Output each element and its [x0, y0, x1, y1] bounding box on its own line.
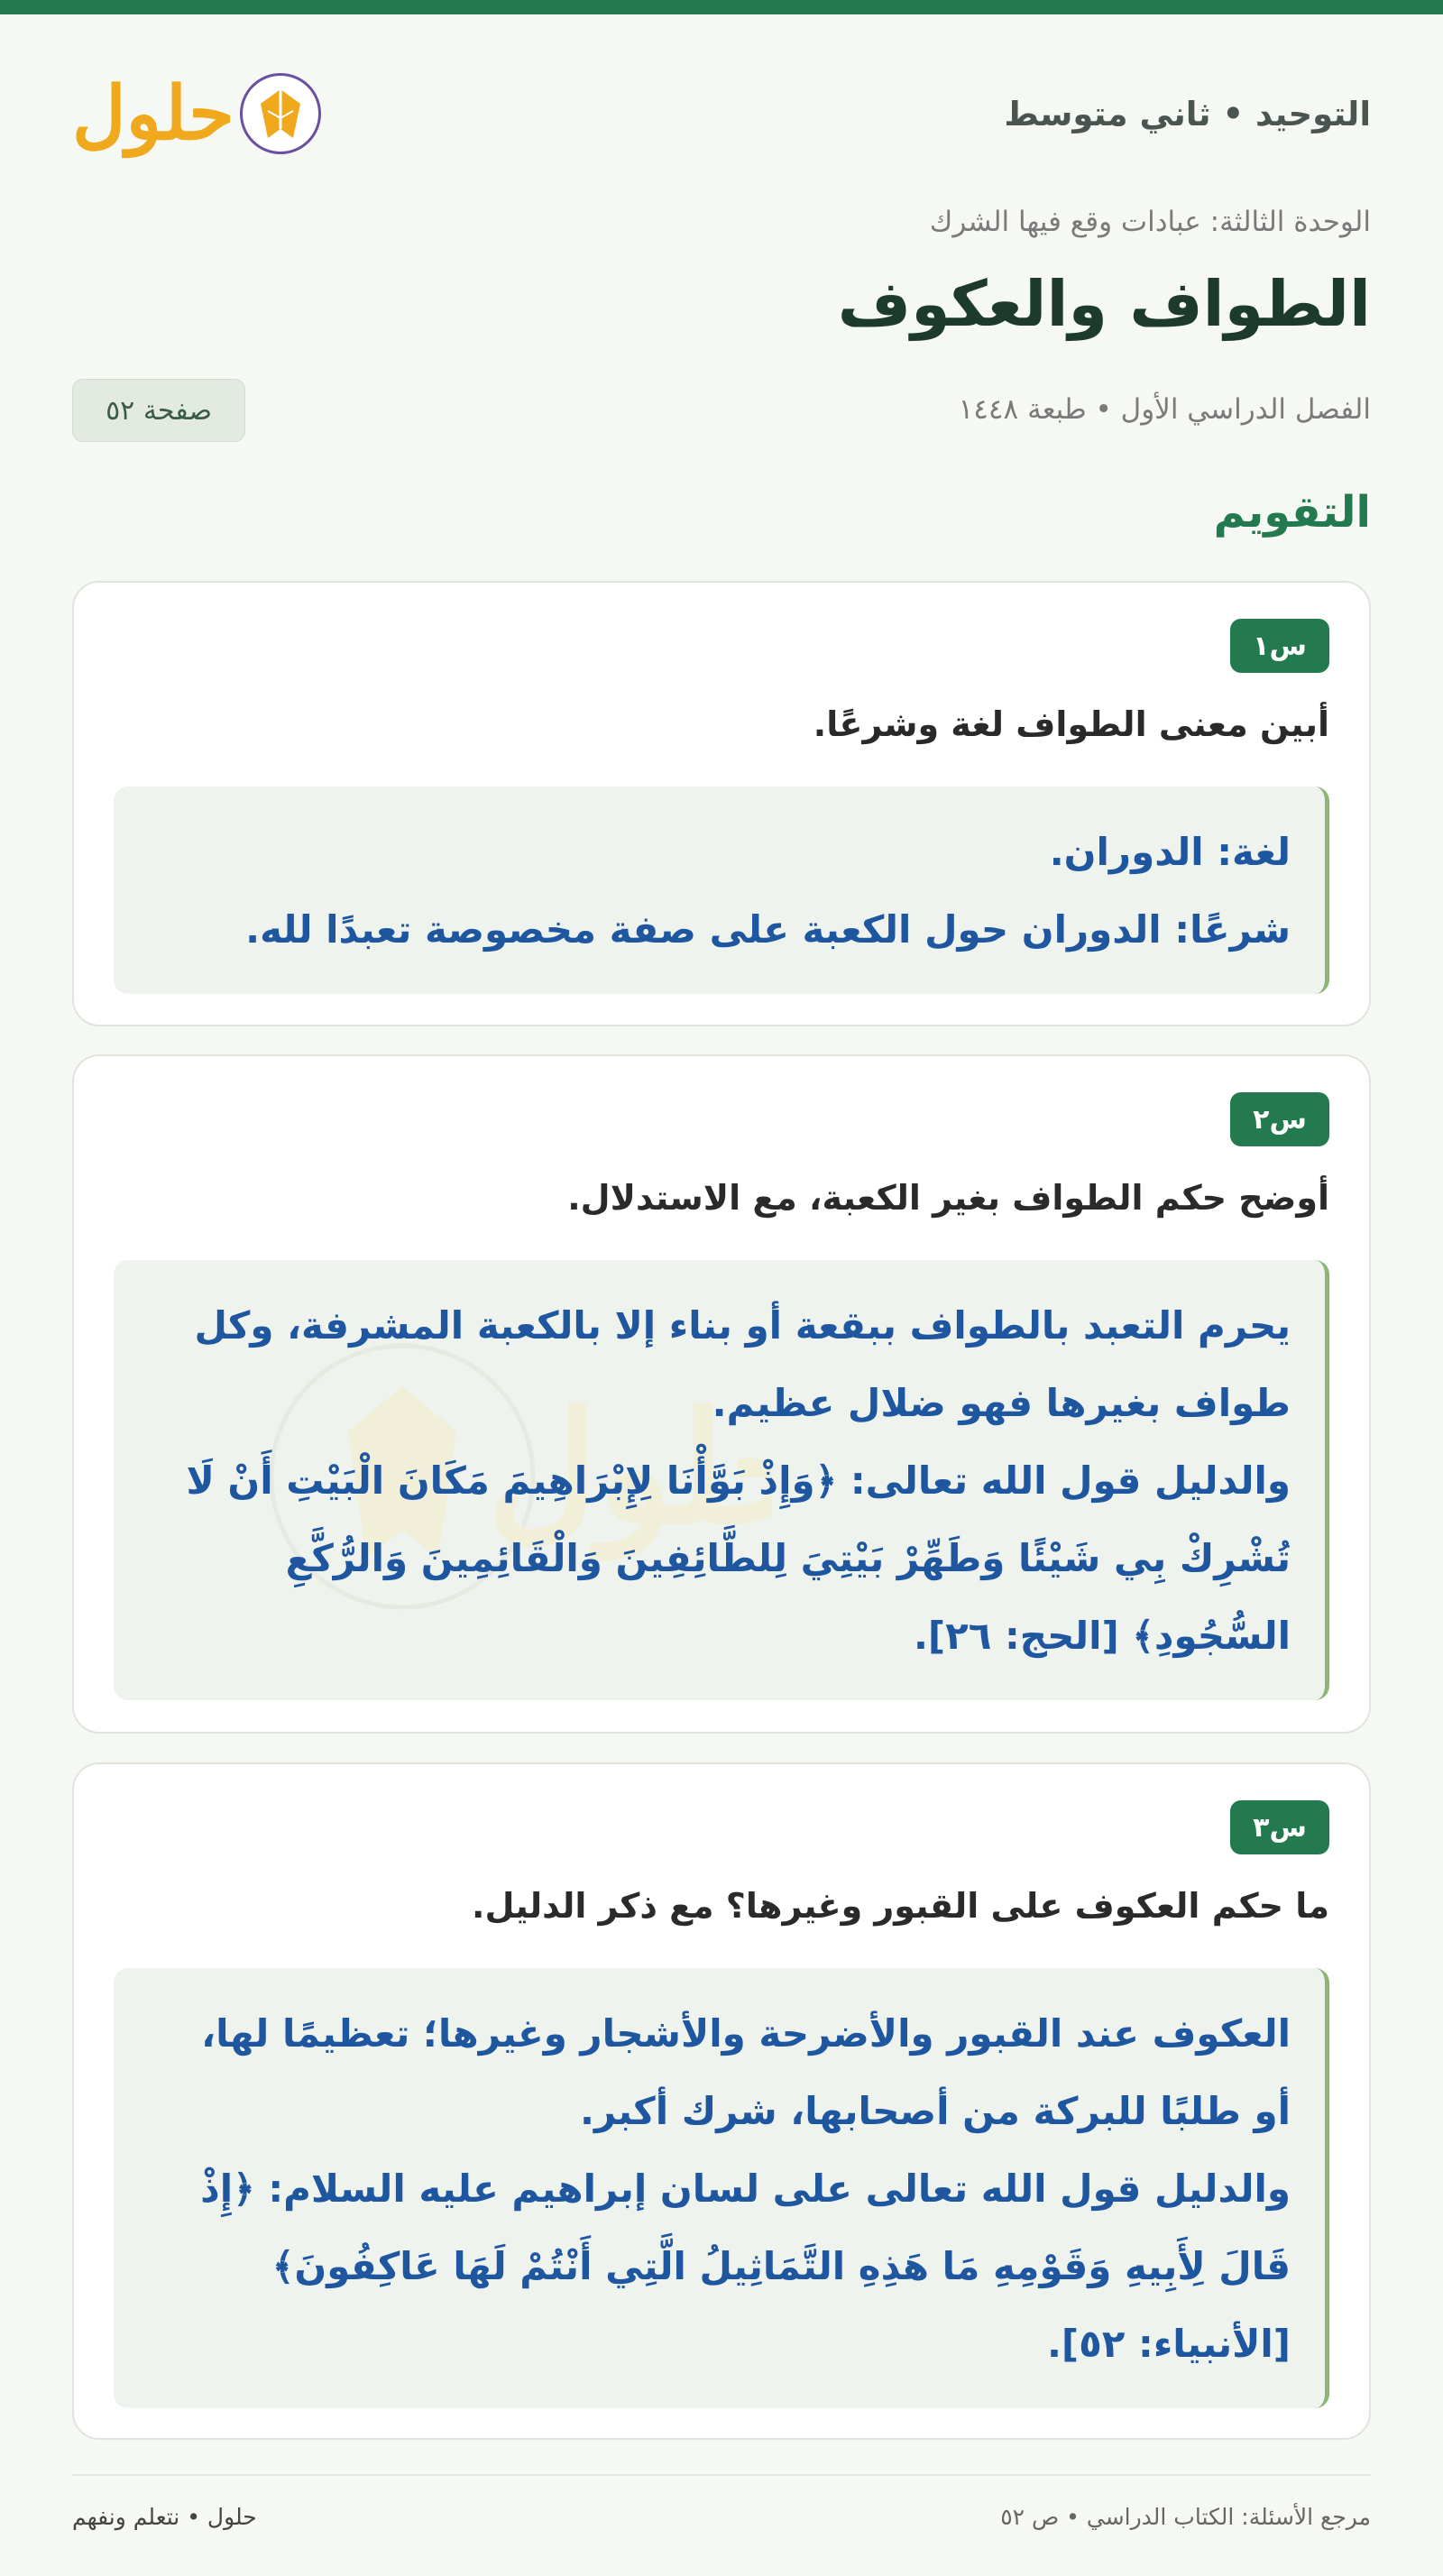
answer-box [114, 1968, 1329, 2408]
answer-line: قَالَ لِأَبِيهِ وَقَوْمِهِ مَا هَذِهِ التَّمَاثِيلُ الَّتِي أَنْتُمْ لَهَا عَاكِفُونَ﴾ [271, 2244, 1291, 2288]
answer-line: لغة: الدوران. [1049, 830, 1291, 874]
question-text: أبين معنى الطواف لغة وشرعًا. [813, 704, 1329, 744]
answer-line: السُّجُودِ﴾ [الحج: ٢٦]. [913, 1614, 1291, 1658]
answer-line: والدليل قول الله تعالى: ﴿وَإِذْ بَوَّأْنَا لِإِبْرَاهِيمَ مَكَانَ الْبَيْتِ أَنْ لَا [186, 1458, 1291, 1503]
logo-wordmark: حلول [72, 70, 234, 157]
section-title: التقويم [1213, 487, 1371, 538]
question-number-badge: س٢ [1230, 1092, 1329, 1146]
lesson-title: الطواف والعكوف [837, 267, 1371, 341]
answer-line: [الأنبياء: ٥٢]. [1046, 2322, 1291, 2366]
answer-line: تُشْرِكْ بِي شَيْئًا وَطَهِّرْ بَيْتِيَ لِلطَّائِفِينَ وَالْقَائِمِينَ وَالرُّكَّعِ [285, 1536, 1291, 1580]
question-card-1 [72, 581, 1371, 1026]
answer-line: أو طلبًا للبركة من أصحابها، شرك أكبر. [580, 2089, 1291, 2133]
answer-line: العكوف عند القبور والأضرحة والأشجار وغيرها؛ تعظيمًا لها، [201, 2011, 1291, 2056]
page-number-badge: صفحة ٥٢ [72, 379, 245, 442]
header [72, 69, 1371, 159]
footer-reference: مرجع الأسئلة: الكتاب الدراسي • ص ٥٢ [1000, 2504, 1371, 2530]
answer-line: طواف بغيرها فهو ضلال عظيم. [712, 1381, 1291, 1425]
footer-brand: حلول • نتعلم ونفهم [72, 2504, 257, 2530]
question-text: أوضح حكم الطواف بغير الكعبة، مع الاستدلال. [567, 1178, 1329, 1218]
answer-line: والدليل قول الله تعالى على لسان إبراهيم عليه السلام: ﴿إِذْ [200, 2167, 1291, 2211]
question-card-2 [72, 1054, 1371, 1734]
question-card-3 [72, 1762, 1371, 2440]
answer-box [114, 1260, 1329, 1700]
answer-box [114, 787, 1329, 994]
answer-line: يحرم التعبد بالطواف ببقعة أو بناء إلا بالكعبة المشرفة، وكل [194, 1303, 1291, 1348]
subject-grade-label: التوحيد • ثاني متوسط [1004, 94, 1371, 133]
watermark-text: لول [486, 1378, 729, 1559]
term-edition-label: الفصل الدراسي الأول • طبعة ١٤٤٨ [958, 393, 1371, 426]
unit-label: الوحدة الثالثة: عبادات وقع فيها الشرك [929, 206, 1371, 238]
footer-divider [72, 2474, 1371, 2476]
answer-line: شرعًا: الدوران حول الكعبة على صفة مخصوصة تعبدًا لله. [245, 907, 1291, 952]
top-accent-bar [0, 0, 1443, 14]
question-text: ما حكم العكوف على القبور وغيرها؟ مع ذكر الدليل. [472, 1886, 1329, 1926]
question-number-badge: س٣ [1230, 1800, 1329, 1854]
question-number-badge: س١ [1230, 619, 1329, 673]
logo [72, 70, 321, 157]
book-emblem-icon [240, 73, 321, 154]
